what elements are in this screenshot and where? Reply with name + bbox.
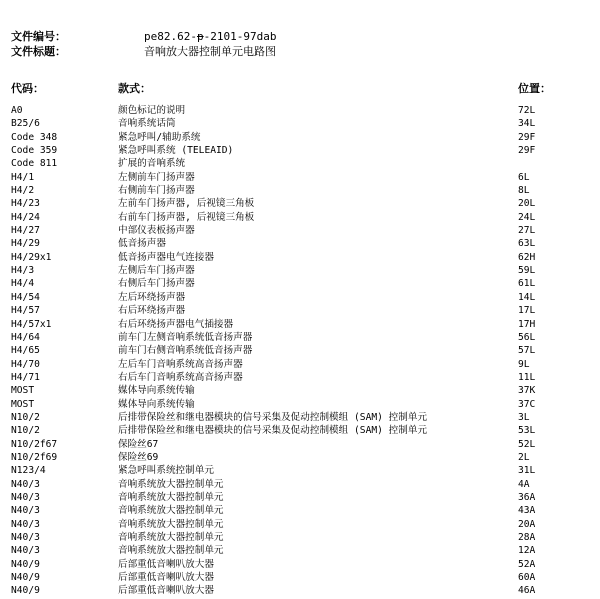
table-row xyxy=(0,478,600,491)
row-code: B25/6 xyxy=(11,118,40,130)
row-code: Code 348 xyxy=(11,131,58,143)
table-row xyxy=(0,237,600,250)
table-row xyxy=(0,131,600,144)
row-code: N10/2f69 xyxy=(11,451,58,463)
row-description: 音响系统放大器控制单元 xyxy=(118,545,224,557)
row-description: 低音扬声器电气连接器 xyxy=(118,251,214,263)
row-position: 6L xyxy=(518,171,530,183)
row-position: 59L xyxy=(518,265,536,277)
row-code: H4/65 xyxy=(11,345,40,357)
doc-number-prefix: pe82.62- xyxy=(144,30,197,43)
row-description: 音响系统话筒 xyxy=(118,118,176,130)
row-description: 音响系统放大器控制单元 xyxy=(118,478,224,490)
row-code: H4/64 xyxy=(11,331,40,343)
table-row xyxy=(0,571,600,584)
row-description: 后部重低音喇叭放大器 xyxy=(118,558,214,570)
table-row xyxy=(0,344,600,357)
row-code: H4/54 xyxy=(11,291,40,303)
row-position: 20A xyxy=(518,518,536,530)
table-row xyxy=(0,424,600,437)
row-code: N40/9 xyxy=(11,585,40,597)
table-row xyxy=(0,211,600,224)
row-code: N10/2 xyxy=(11,411,40,423)
row-description: 左侧前车门扬声器 xyxy=(118,171,195,183)
row-description: 右后环绕扬声器 xyxy=(118,305,186,317)
row-position: 63L xyxy=(518,238,536,250)
table-row xyxy=(0,251,600,264)
row-code: H4/4 xyxy=(11,278,35,290)
doc-title-label: 文件标题： xyxy=(11,45,66,58)
row-code: H4/24 xyxy=(11,211,40,223)
row-description: 右后车门音响系统高音扬声器 xyxy=(118,371,243,383)
row-description: 紧急呼叫系统控制单元 xyxy=(118,465,214,477)
row-description: 后部重低音喇叭放大器 xyxy=(118,572,214,584)
table-row xyxy=(0,438,600,451)
column-header-code: 代码： xyxy=(11,82,44,95)
row-code: MOST xyxy=(11,398,35,410)
row-position: 4A xyxy=(518,478,530,490)
table-row xyxy=(0,291,600,304)
row-description: 右后环绕扬声器电气插接器 xyxy=(118,318,234,330)
table-row xyxy=(0,104,600,117)
table-row xyxy=(0,277,600,290)
row-description: 左后环绕扬声器 xyxy=(118,291,186,303)
row-position: 37C xyxy=(518,398,536,410)
table-row xyxy=(0,264,600,277)
row-code: N40/3 xyxy=(11,505,40,517)
row-position: 12A xyxy=(518,545,536,557)
row-description: 低音扬声器 xyxy=(118,238,166,250)
row-code: Code 811 xyxy=(11,158,58,170)
row-code: N40/3 xyxy=(11,532,40,543)
table-row xyxy=(0,544,600,557)
table-row xyxy=(0,157,600,170)
table-row xyxy=(0,504,600,517)
row-position: 60A xyxy=(518,572,536,584)
row-description: 颜色标记的说明 xyxy=(118,105,186,116)
table-row xyxy=(0,371,600,384)
doc-number-struck: p xyxy=(196,30,204,43)
row-code: Code 359 xyxy=(11,145,58,157)
row-description: 后部重低音喇叭放大器 xyxy=(118,585,214,597)
row-position: 27L xyxy=(518,225,536,237)
row-code: N40/3 xyxy=(11,491,40,503)
row-description: 前车门右侧音响系统低音扬声器 xyxy=(118,345,253,357)
table-row xyxy=(0,331,600,344)
row-description: 音响系统放大器控制单元 xyxy=(118,505,224,517)
row-position: 24L xyxy=(518,211,536,223)
row-description: 音响系统放大器控制单元 xyxy=(118,491,224,503)
row-code: H4/57x1 xyxy=(11,318,52,330)
table-row xyxy=(0,398,600,411)
row-position: 56L xyxy=(518,331,536,343)
row-position: 62H xyxy=(518,251,536,263)
row-description: 中部仪表板扬声器 xyxy=(118,225,195,237)
row-position: 52A xyxy=(518,558,536,570)
row-position: 17L xyxy=(518,305,536,317)
row-description: 紧急呼叫/辅助系统 xyxy=(118,131,201,143)
row-position: 2L xyxy=(518,451,530,463)
row-code: N40/3 xyxy=(11,518,40,530)
row-code: N40/9 xyxy=(11,558,40,570)
doc-number-value xyxy=(144,30,276,43)
row-position: 43A xyxy=(518,505,536,517)
row-position: 9L xyxy=(518,358,530,370)
row-code: H4/57 xyxy=(11,305,40,317)
row-description: 音响系统放大器控制单元 xyxy=(118,532,224,543)
row-position: 28A xyxy=(518,532,536,543)
row-position: 17H xyxy=(518,318,536,330)
table-row xyxy=(0,384,600,397)
row-description: 左侧后车门扬声器 xyxy=(118,265,195,277)
row-description: 左前车门扬声器, 后视镜三角板 xyxy=(118,198,255,210)
row-position: 52L xyxy=(518,438,536,450)
row-code: H4/70 xyxy=(11,358,40,370)
row-description: 后排带保险丝和继电器模块的信号采集及促动控制模组 (SAM) 控制单元 xyxy=(118,425,428,437)
row-description: 媒体导向系统传输 xyxy=(118,385,195,397)
table-row xyxy=(0,464,600,477)
row-description: 右侧后车门扬声器 xyxy=(118,278,195,290)
row-description: 媒体导向系统传输 xyxy=(118,398,195,410)
doc-title-value: 音响放大器控制单元电路图 xyxy=(144,45,276,58)
row-description: 紧急呼叫系统 (TELEAID) xyxy=(118,145,234,157)
doc-number-suffix: -2101-97dab xyxy=(203,30,277,43)
row-position: 53L xyxy=(518,425,536,437)
row-code: A0 xyxy=(11,105,23,116)
table-row xyxy=(0,411,600,424)
row-code: H4/3 xyxy=(11,265,35,277)
row-code: H4/23 xyxy=(11,198,40,210)
table-row xyxy=(0,518,600,531)
row-code: H4/29x1 xyxy=(11,251,52,263)
row-position: 61L xyxy=(518,278,536,290)
row-code: MOST xyxy=(11,385,35,397)
row-position: 37K xyxy=(518,385,536,397)
column-header-item: 款式： xyxy=(118,82,151,95)
row-position: 14L xyxy=(518,291,536,303)
row-position: 11L xyxy=(518,371,536,383)
table-row xyxy=(0,117,600,130)
table-row xyxy=(0,491,600,504)
row-position: 46A xyxy=(518,585,536,597)
row-code: H4/27 xyxy=(11,225,40,237)
row-code: N40/3 xyxy=(11,478,40,490)
row-position: 57L xyxy=(518,345,536,357)
row-code: N10/2f67 xyxy=(11,438,58,450)
table-row xyxy=(0,197,600,210)
table-row xyxy=(0,358,600,371)
column-header-position: 位置： xyxy=(518,82,551,95)
row-code: H4/1 xyxy=(11,171,35,183)
row-position: 29F xyxy=(518,145,536,157)
row-position: 3L xyxy=(518,411,530,423)
row-description: 左后车门音响系统高音扬声器 xyxy=(118,358,243,370)
table-row xyxy=(0,184,600,197)
table-row xyxy=(0,531,600,544)
table-row xyxy=(0,318,600,331)
row-position: 34L xyxy=(518,118,536,130)
row-position: 29F xyxy=(518,131,536,143)
row-description: 后排带保险丝和继电器模块的信号采集及促动控制模组 (SAM) 控制单元 xyxy=(118,411,428,423)
row-position: 8L xyxy=(518,185,530,197)
row-code: N40/9 xyxy=(11,572,40,584)
table-row xyxy=(0,558,600,571)
row-description: 前车门左侧音响系统低音扬声器 xyxy=(118,331,253,343)
row-description: 音响系统放大器控制单元 xyxy=(118,518,224,530)
table-row xyxy=(0,451,600,464)
doc-number-label: 文件编号： xyxy=(11,30,66,43)
row-code: H4/71 xyxy=(11,371,40,383)
table-row xyxy=(0,584,600,597)
row-description: 扩展的音响系统 xyxy=(118,158,186,170)
row-description: 右侧前车门扬声器 xyxy=(118,185,195,197)
table-row xyxy=(0,144,600,157)
row-position: 31L xyxy=(518,465,536,477)
row-description: 右前车门扬声器, 后视镜三角板 xyxy=(118,211,255,223)
row-code: H4/29 xyxy=(11,238,40,250)
row-description: 保险丝69 xyxy=(118,451,159,463)
row-code: H4/2 xyxy=(11,185,35,197)
row-code: N123/4 xyxy=(11,465,46,477)
row-code: N10/2 xyxy=(11,425,40,437)
row-position: 20L xyxy=(518,198,536,210)
row-description: 保险丝67 xyxy=(118,438,159,450)
table-row xyxy=(0,304,600,317)
table-row xyxy=(0,224,600,237)
row-code: N40/3 xyxy=(11,545,40,557)
table-row xyxy=(0,171,600,184)
row-position: 36A xyxy=(518,491,536,503)
row-position: 72L xyxy=(518,105,536,116)
component-table xyxy=(0,104,600,598)
